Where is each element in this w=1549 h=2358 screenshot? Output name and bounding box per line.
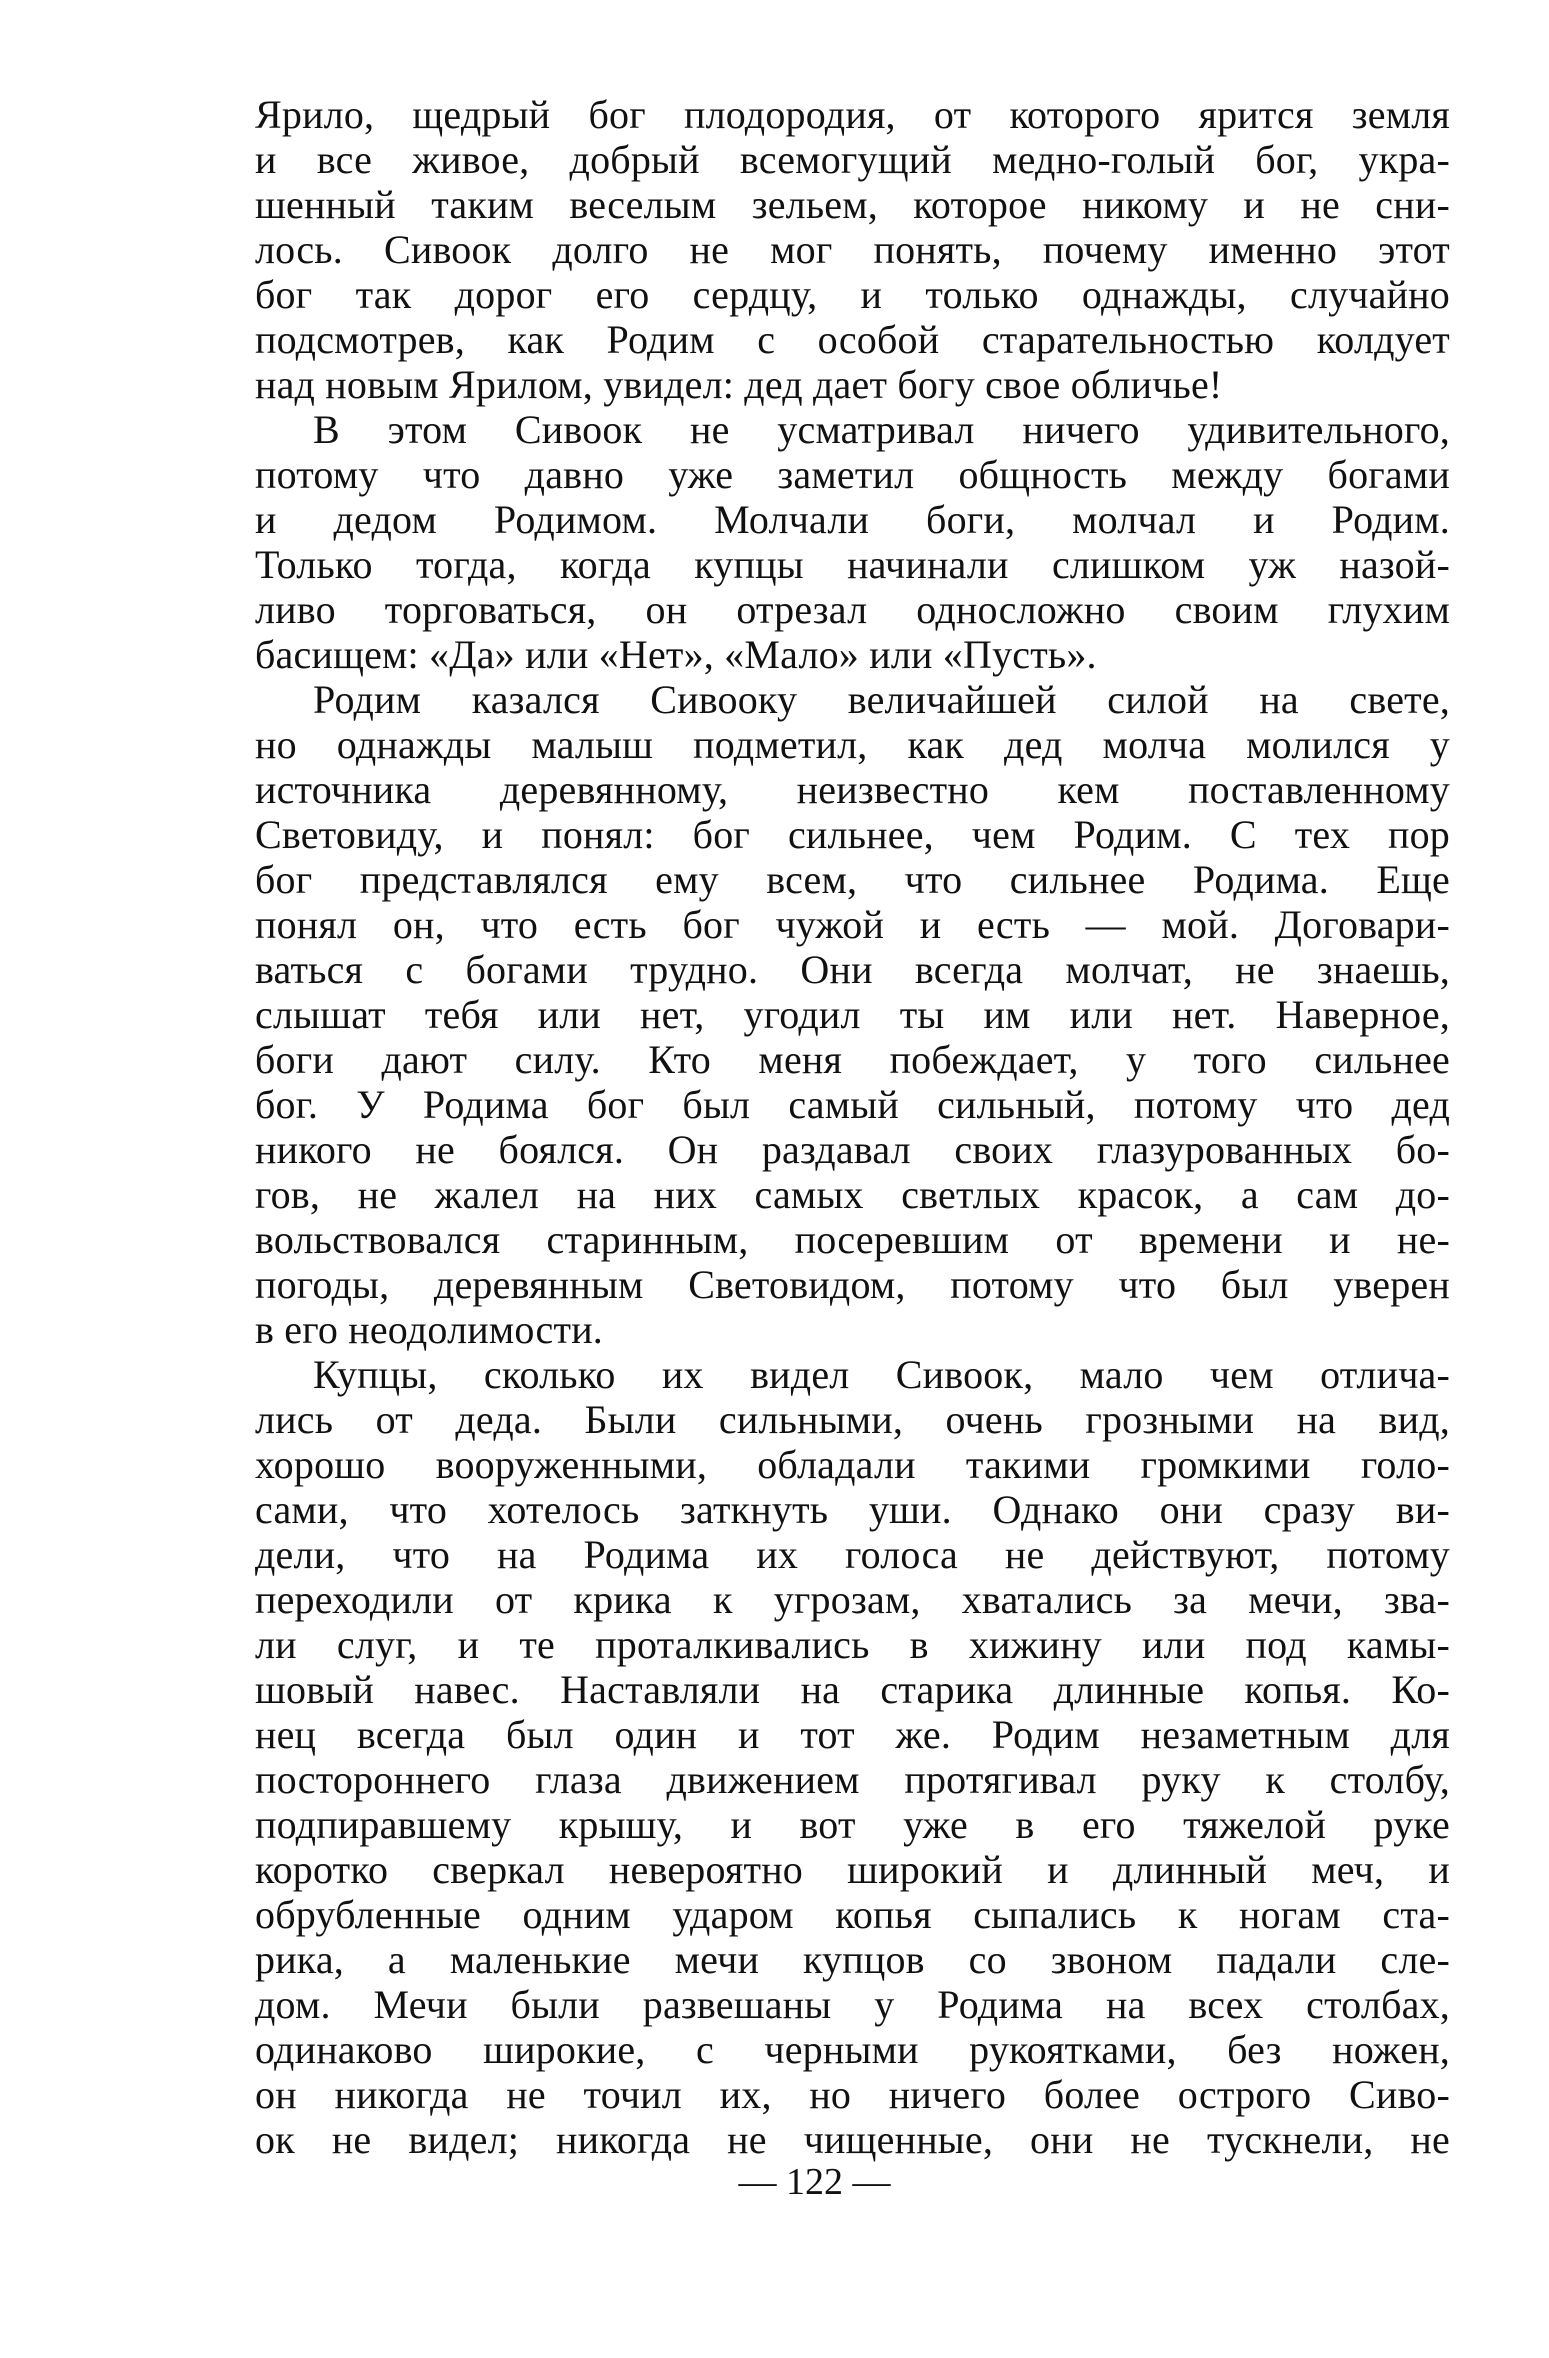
paragraph <box>255 92 1450 407</box>
text-line: но однажды малыш подметил, как дед молча молился у <box>255 722 1450 767</box>
paragraph <box>255 407 1450 677</box>
text-line: обрубленные одним ударом копья сыпались к ногам ста- <box>255 1892 1450 1937</box>
text-line: нец всегда был один и тот же. Родим незаметным для <box>255 1712 1450 1757</box>
text-line: никого не боялся. Он раздавал своих глазурованных бо- <box>255 1127 1450 1172</box>
text-line: переходили от крика к угрозам, хватались за мечи, зва- <box>255 1577 1450 1622</box>
text-line: ок не видел; никогда не чищенные, они не тускнели, не <box>255 2117 1450 2162</box>
text-line: Ярило, щедрый бог плодородия, от которого ярится земля <box>255 92 1450 137</box>
text-line: бог представлялся ему всем, что сильнее Родима. Еще <box>255 857 1450 902</box>
text-line: над новым Ярилом, увидел: дед дает богу свое обличье! <box>255 362 1223 407</box>
page-number: — 122 — <box>738 2161 891 2203</box>
text-line: дом. Мечи были развешаны у Родима на всех столбах, <box>255 1982 1450 2027</box>
text-line: и все живое, добрый всемогущий медно-голый бог, укра- <box>255 137 1450 182</box>
text-line: шенный таким веселым зельем, которое никому и не сни- <box>255 182 1450 227</box>
text-line: лось. Сивоок долго не мог понять, почему именно этот <box>255 227 1450 272</box>
text-line: дели, что на Родима их голоса не действуют, потому <box>255 1532 1450 1577</box>
text-line: источника деревянному, неизвестно кем поставленному <box>255 767 1450 812</box>
text-line: Только тогда, когда купцы начинали слишком уж назой- <box>255 542 1450 587</box>
text-line: ваться с богами трудно. Они всегда молчат, не знаешь, <box>255 947 1450 992</box>
text-line: погоды, деревянным Световидом, потому что был уверен <box>255 1262 1450 1307</box>
text-line: Купцы, сколько их видел Сивоок, мало чем отлича- <box>313 1352 1450 1397</box>
text-line: потому что давно уже заметил общность между богами <box>255 452 1450 497</box>
text-line: вольствовался старинным, посеревшим от времени и не- <box>255 1217 1450 1262</box>
text-line: шовый навес. Наставляли на старика длинные копья. Ко- <box>255 1667 1450 1712</box>
text-line: лись от деда. Были сильными, очень грозными на вид, <box>255 1397 1450 1442</box>
text-line: постороннего глаза движением протягивал руку к столбу, <box>255 1757 1450 1802</box>
text-line: басищем: «Да» или «Нет», «Мало» или «Пусть». <box>255 632 1097 677</box>
text-line: боги дают силу. Кто меня побеждает, у того сильнее <box>255 1037 1450 1082</box>
text-line: коротко сверкал невероятно широкий и длинный меч, и <box>255 1847 1450 1892</box>
text-line: понял он, что есть бог чужой и есть — мой. Договари- <box>255 902 1450 947</box>
paragraph <box>255 1352 1450 2162</box>
text-line: Световиду, и понял: бог сильнее, чем Родим. С тех пор <box>255 812 1450 857</box>
text-line: рика, а маленькие мечи купцов со звоном падали сле- <box>255 1937 1450 1982</box>
paragraph <box>255 677 1450 1352</box>
page-text <box>255 92 1450 2162</box>
text-line: в его неодолимости. <box>255 1307 603 1352</box>
text-line: сами, что хотелось заткнуть уши. Однако они сразу ви- <box>255 1487 1450 1532</box>
text-line: он никогда не точил их, но ничего более острого Сиво- <box>255 2072 1450 2117</box>
text-line: ливо торговаться, он отрезал односложно своим глухим <box>255 587 1450 632</box>
text-line: хорошо вооруженными, обладали такими громкими голо- <box>255 1442 1450 1487</box>
text-line: бог. У Родима бог был самый сильный, потому что дед <box>255 1082 1450 1127</box>
text-line: подсмотрев, как Родим с особой старательностью колдует <box>255 317 1450 362</box>
text-line: Родим казался Сивооку величайшей силой на свете, <box>313 677 1450 722</box>
text-line: подпиравшему крышу, и вот уже в его тяжелой руке <box>255 1802 1450 1847</box>
text-line: гов, не жалел на них самых светлых красок, а сам до- <box>255 1172 1450 1217</box>
text-line: и дедом Родимом. Молчали боги, молчал и Родим. <box>255 497 1450 542</box>
text-line: бог так дорог его сердцу, и только однажды, случайно <box>255 272 1450 317</box>
text-line: В этом Сивоок не усматривал ничего удивительного, <box>313 407 1450 452</box>
text-line: ли слуг, и те проталкивались в хижину или под камы- <box>255 1622 1450 1667</box>
text-line: слышат тебя или нет, угодил ты им или нет. Наверное, <box>255 992 1450 1037</box>
text-line: одинаково широкие, с черными рукоятками, без ножен, <box>255 2027 1450 2072</box>
